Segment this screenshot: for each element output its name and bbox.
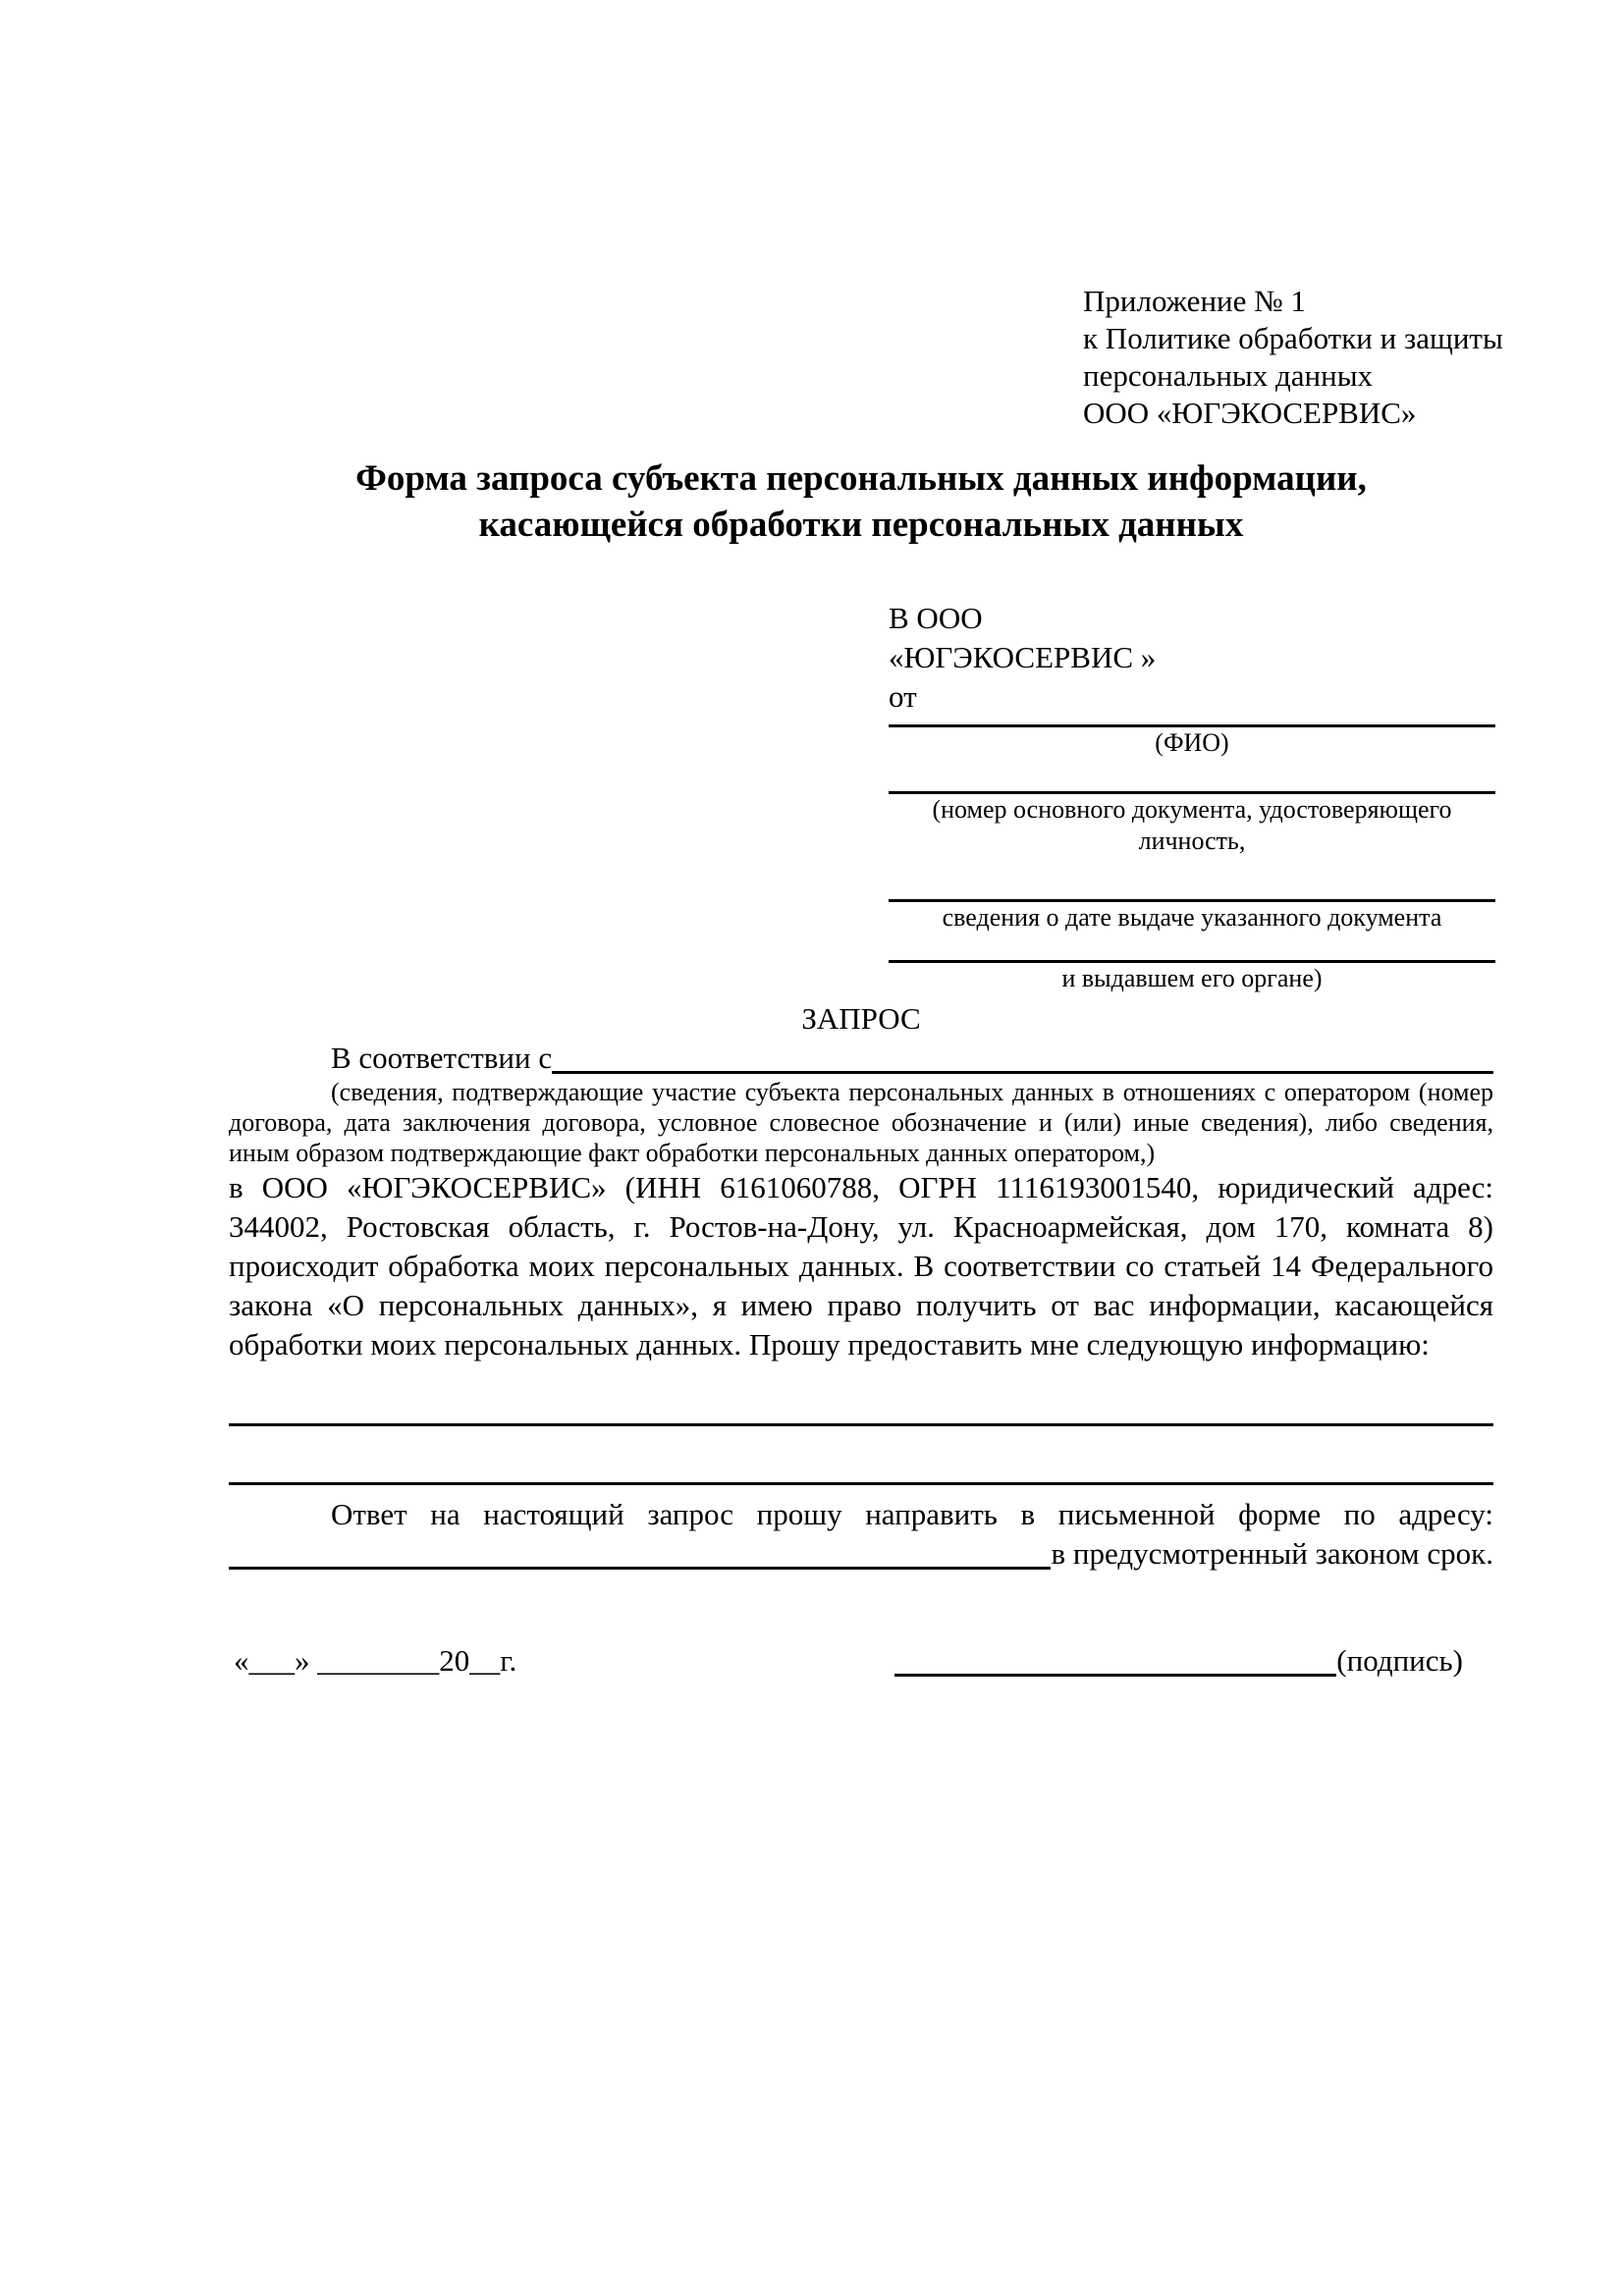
addressee-org-line: «ЮГЭКОСЕРВИС » xyxy=(889,640,1157,674)
date-signature-row xyxy=(234,1641,1463,1681)
addressee-org-line: В ООО xyxy=(889,601,983,635)
signature-caption: (подпись) xyxy=(1336,1643,1463,1678)
answer-tail-text: в предусмотренный законом срок. xyxy=(1051,1536,1493,1571)
basis-footnote: (сведения, подтверждающие участие субъекта персональных данных в отношениях с оператором (номер договора, дата заключения договора, условное словесное обозначение и (или) иные сведения), либо сведения, иным образом подтверждающие факт обработки персональных данных оператором,) xyxy=(229,1078,1493,1167)
basis-row xyxy=(229,1039,1493,1078)
information-fill-line xyxy=(229,1423,1493,1426)
document-title-line: Форма запроса субъекта персональных данных информации, xyxy=(355,458,1367,499)
annex-header-line: к Политике обработки и защиты xyxy=(1083,321,1503,355)
answer-address-row xyxy=(229,1534,1493,1574)
addressee-from-label: от xyxy=(889,679,917,714)
annex-header-line: персональных данных xyxy=(1083,358,1374,393)
information-fill-line xyxy=(229,1482,1493,1485)
document-number-caption: (номер основного документа, удостоверяющего личность, xyxy=(932,795,1452,855)
addressee-block xyxy=(889,599,1495,994)
address-fill-line xyxy=(229,1534,1051,1570)
basis-fill-line xyxy=(552,1039,1493,1074)
answer-intro-line: Ответ на настоящий запрос прошу направить в письменной форме по адресу: xyxy=(331,1497,1493,1531)
document-title-line: касающейся обработки персональных данных xyxy=(478,505,1244,545)
basis-label: В соответствии с xyxy=(331,1041,553,1075)
request-body-paragraph: в ООО «ЮГЭКОСЕРВИС» (ИНН 6161060788, ОГРН 1116193001540, юридический адрес: 344002, Ростовская область, г. Ростов-на-Дону, ул. Красноармейская, дом 170, комната 8) происходит обработка моих персональных данных. В соответствии со статьей 14 Федерального закона «О персональных данных», я имею право получить от вас информации, касающейся обработки моих персональных данных. Прошу предоставить мне следующую информацию: xyxy=(229,1170,1493,1362)
date-line: «___» ________20__г. xyxy=(234,1643,517,1678)
signature-fill-line xyxy=(894,1641,1336,1677)
fio-caption: (ФИО) xyxy=(1155,728,1229,757)
issue-date-caption: сведения о дате выдаче указанного документа xyxy=(942,903,1442,932)
issuing-authority-caption: и выдавшем его органе) xyxy=(1061,964,1323,992)
annex-header-line: ООО «ЮГЭКОСЕРВИС» xyxy=(1083,396,1417,430)
request-heading: ЗАПРОС xyxy=(801,1001,921,1036)
document-title xyxy=(229,455,1493,548)
annex-header-line: Приложение № 1 xyxy=(1083,284,1306,318)
annex-header-block xyxy=(1083,283,1503,432)
